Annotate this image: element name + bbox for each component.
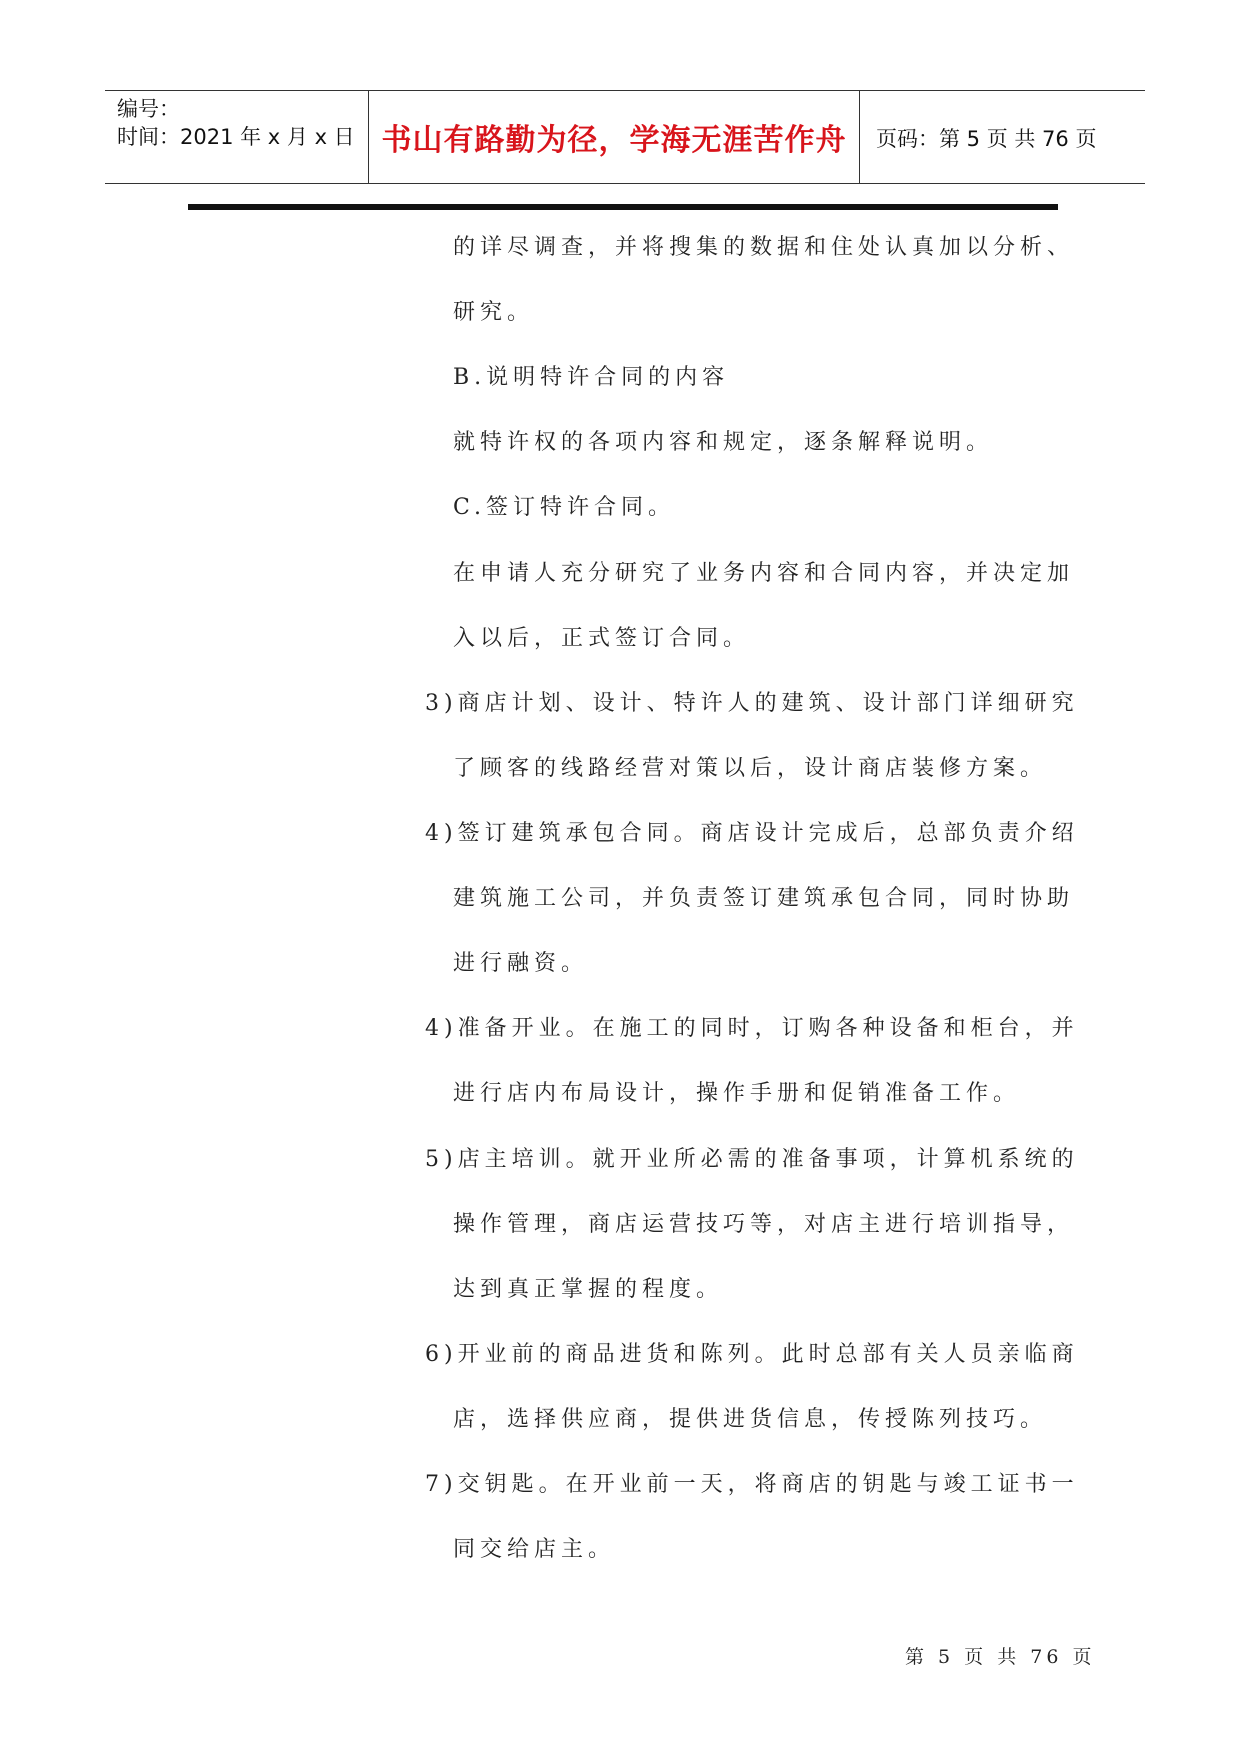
header-info-cell [105, 91, 367, 183]
header-page-cell [860, 91, 1145, 183]
body-line: 进行店内布局设计，操作手册和促销准备工作。 [453, 1081, 1021, 1106]
header-motto-cell [368, 91, 860, 183]
body-line: 操作管理，商店运营技巧等，对店主进行培训指导， [453, 1212, 1075, 1237]
page-header [105, 90, 1145, 184]
body-line: 进行融资。 [453, 951, 589, 976]
header-divider [188, 204, 1058, 210]
body-line: 入以后，正式签订合同。 [453, 626, 751, 651]
page-footer: 第 5 页 共 76 页 [905, 1646, 1096, 1668]
page-code: 页码：第 5 页 共 76 页 [876, 127, 1097, 151]
body-line: 就特许权的各项内容和规定，逐条解释说明。 [453, 430, 994, 455]
body-line: 建筑施工公司，并负责签订建筑承包合同，同时协助 [453, 886, 1075, 911]
body-line: 3)商店计划、设计、特许人的建筑、设计部门详细研究 [425, 691, 1079, 716]
body-line: 7)交钥匙。在开业前一天，将商店的钥匙与竣工证书一 [425, 1472, 1079, 1497]
body-line: 的详尽调查，并将搜集的数据和住处认真加以分析、 [453, 235, 1075, 260]
body-line: 同交给店主。 [453, 1537, 616, 1562]
body-line: 店，选择供应商，提供进货信息，传授陈列技巧。 [453, 1407, 1048, 1432]
motto-text: 书山有路勤为径，学海无涯苦作舟 [381, 123, 847, 158]
body-line: C.签订特许合同。 [453, 495, 676, 520]
body-line: 6)开业前的商品进货和陈列。此时总部有关人员亲临商 [425, 1342, 1079, 1367]
body-line: 4)准备开业。在施工的同时，订购各种设备和柜台，并 [425, 1016, 1079, 1041]
time-label: 时间：2021 年 x 月 x 日 [117, 125, 355, 149]
body-line: 在申请人充分研究了业务内容和合同内容，并决定加 [453, 561, 1075, 586]
body-line: 达到真正掌握的程度。 [453, 1277, 724, 1302]
body-line: 了顾客的线路经营对策以后，设计商店装修方案。 [453, 756, 1048, 781]
body-line: 研究。 [453, 300, 535, 325]
body-line: B.说明特许合同的内容 [453, 365, 730, 390]
body-line: 4)签订建筑承包合同。商店设计完成后，总部负责介绍 [425, 821, 1079, 846]
body-line: 5)店主培训。就开业所必需的准备事项，计算机系统的 [425, 1147, 1079, 1172]
serial-label: 编号： [117, 97, 180, 121]
